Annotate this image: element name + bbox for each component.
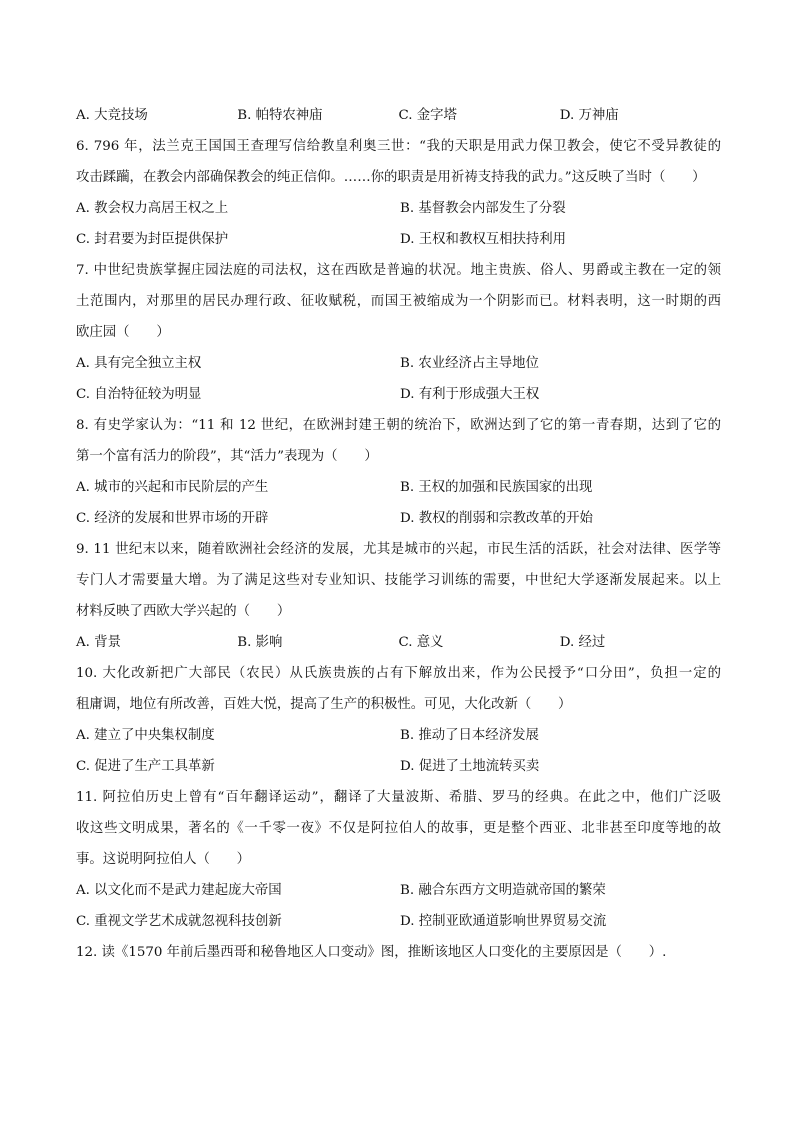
question-7	[76, 255, 721, 410]
q7-stem-line: 土范围内，对那里的居民办理行政、征收赋税，而国王被缩成为一个阴影而已。材料表明，这一时期的西	[76, 294, 721, 309]
q11-option-d: D. 控制亚欧通道影响世界贸易交流	[400, 914, 607, 929]
q5-option-a: A. 大竞技场	[76, 108, 148, 123]
q11-stem-line: 11. 阿拉伯历史上曾有“百年翻译运动”，翻译了大量波斯、希腊、罗马的经典。在此之中，他们广泛吸	[76, 790, 721, 805]
q7-options-row	[76, 379, 721, 410]
q6-option-c: C. 封君要为封臣提供保护	[76, 232, 229, 247]
question-10	[76, 658, 721, 782]
q7-options-row	[76, 348, 721, 379]
q8-option-d: D. 教权的削弱和宗教改革的开始	[400, 511, 593, 526]
q9-option-d: D. 经过	[559, 635, 606, 650]
exam-page	[76, 100, 721, 968]
question-12	[76, 937, 721, 968]
q11-option-b: B. 融合东西方文明造就帝国的繁荣	[400, 883, 606, 898]
q12-stem-line: 12. 读《1570 年前后墨西哥和秘鲁地区人口变动》图，推断该地区人口变化的主要原因是（ ）.	[76, 945, 667, 960]
q9-options	[76, 627, 721, 658]
q7-option-b: B. 农业经济占主导地位	[400, 356, 539, 371]
q8-options-row	[76, 472, 721, 503]
q11-options-row	[76, 906, 721, 937]
q5-option-c: C. 金字塔	[398, 108, 457, 123]
q9-stem-line: 专门人才需要量大增。为了满足这些对专业知识、技能学习训练的需要，中世纪大学逐渐发展起来。以上	[76, 573, 721, 588]
q9-option-a: A. 背景	[76, 635, 121, 650]
q10-stem-line: 租庸调，地位有所改善，百姓大悦，提高了生产的积极性。可见，大化改新（ ）	[76, 697, 572, 712]
q6-options-row	[76, 193, 721, 224]
q10-option-a: A. 建立了中央集权制度	[76, 728, 215, 743]
q7-option-a: A. 具有完全独立主权	[76, 356, 202, 371]
q6-stem-line: 6. 796 年，法兰克王国国王查理写信给教皇利奥三世：“我的天职是用武力保卫教会，使它不受异教徒的	[76, 139, 721, 154]
q10-options-row	[76, 720, 721, 751]
q11-stem-line: 事。这说明阿拉伯人（ ）	[76, 852, 251, 867]
q11-stem-line: 收这些文明成果，著名的《一千零一夜》不仅是阿拉伯人的故事，更是整个西亚、北非甚至印度等地的故	[76, 821, 721, 836]
q7-stem-line: 7. 中世纪贵族掌握庄园法庭的司法权，这在西欧是普遍的状况。地主贵族、俗人、男爵或主教在一定的领	[76, 263, 721, 278]
q8-option-a: A. 城市的兴起和市民阶层的产生	[76, 480, 269, 495]
q9-option-b: B. 影响	[237, 635, 283, 650]
q10-option-d: D. 促进了土地流转买卖	[400, 759, 540, 774]
q11-option-c: C. 重视文学艺术成就忽视科技创新	[76, 914, 282, 929]
q6-options-row	[76, 224, 721, 255]
q8-stem-line: 8. 有史学家认为：“11 和 12 世纪，在欧洲封建王朝的统治下，欧洲达到了它的第一青春期，达到了它的	[76, 418, 721, 433]
q8-option-b: B. 王权的加强和民族国家的出现	[400, 480, 593, 495]
question-6	[76, 131, 721, 255]
q6-option-b: B. 基督教会内部发生了分裂	[400, 201, 566, 216]
q8-stem-line: 第一个富有活力的阶段”，其“活力”表现为（ ）	[76, 449, 378, 464]
q10-options-row	[76, 751, 721, 782]
q11-options-row	[76, 875, 721, 906]
q8-option-c: C. 经济的发展和世界市场的开辟	[76, 511, 269, 526]
q7-option-c: C. 自治特征较为明显	[76, 387, 202, 402]
q9-stem-line: 材料反映了西欧大学兴起的（ ）	[76, 604, 291, 619]
q10-option-c: C. 促进了生产工具革新	[76, 759, 215, 774]
q5-option-b: B. 帕特农神庙	[237, 108, 323, 123]
question-11	[76, 782, 721, 937]
q11-option-a: A. 以文化而不是武力建起庞大帝国	[76, 883, 282, 898]
q6-option-d: D. 王权和教权互相扶持利用	[400, 232, 567, 247]
q10-option-b: B. 推动了日本经济发展	[400, 728, 539, 743]
question-9	[76, 534, 721, 658]
q5-option-d: D. 万神庙	[559, 108, 619, 123]
q7-stem-line: 欧庄园（ ）	[76, 325, 170, 340]
q9-stem-line: 9. 11 世纪末以来，随着欧洲社会经济的发展，尤其是城市的兴起，市民生活的活跃，社会对法律、医学等	[76, 542, 721, 557]
q7-option-d: D. 有利于形成强大王权	[400, 387, 540, 402]
q6-stem-line: 攻击蹂躏，在教会内部确保教会的纯正信仰。……你的职责是用祈祷支持我的武力。”这反映了当时（ ）	[76, 170, 706, 185]
q6-option-a: A. 教会权力高居王权之上	[76, 201, 229, 216]
q8-options-row	[76, 503, 721, 534]
q10-stem-line: 10. 大化改新把广大部民（农民）从氏族贵族的占有下解放出来，作为公民授予“口分田”，负担一定的	[76, 666, 721, 681]
q9-option-c: C. 意义	[398, 635, 444, 650]
q5-options	[76, 100, 721, 131]
question-8	[76, 410, 721, 534]
